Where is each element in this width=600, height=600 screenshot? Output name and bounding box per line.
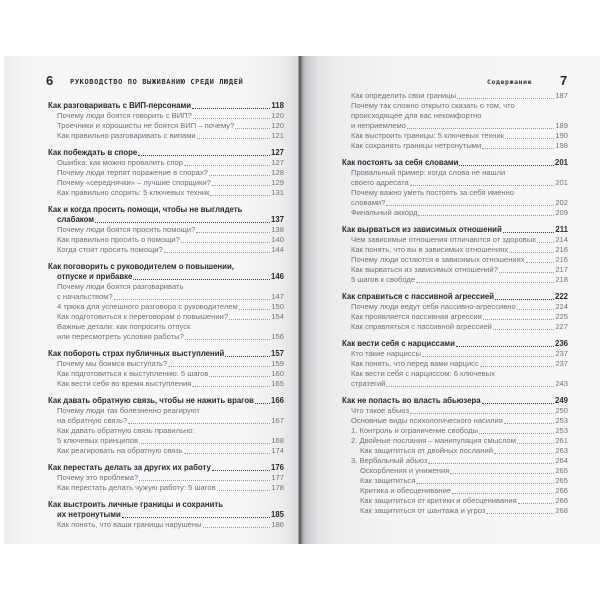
dot-leader	[503, 232, 555, 233]
toc-chapter-entry	[48, 463, 284, 473]
toc-section-entry	[342, 255, 568, 265]
toc-entry-title: Почему так сложно открыто сказать о том, что	[351, 101, 515, 110]
toc-page-number: 265	[555, 476, 568, 485]
toc-section-entry	[48, 292, 284, 302]
toc-page-number: 225	[555, 312, 568, 321]
toc-entry-title: Финальный аккорд	[351, 208, 418, 217]
toc-chapter-entry	[342, 225, 568, 235]
toc-chapter-entry	[342, 158, 568, 168]
toc-page-number: 217	[555, 265, 568, 274]
toc-chapter-entry	[342, 396, 568, 406]
dot-leader	[114, 299, 271, 300]
toc-entry-title: Почему важно уметь постоять за себя именно	[351, 188, 514, 197]
toc-section-entry	[48, 168, 284, 178]
toc-page-number: 261	[555, 436, 568, 445]
dot-leader	[139, 443, 270, 444]
toc-page-number: 121	[271, 131, 284, 140]
dot-leader	[212, 185, 270, 186]
toc-section-entry	[48, 178, 284, 188]
dot-leader	[217, 490, 271, 491]
toc-section-entry	[342, 406, 568, 416]
toc-page-number: 156	[271, 332, 284, 341]
toc-entry-title: 2. Двойные послания – манипуляция смыслом	[351, 436, 516, 445]
dot-leader	[505, 138, 554, 139]
toc-entry-title: Как понять, что перед вами нарцисс	[351, 359, 479, 368]
toc-page-number: 120	[271, 111, 284, 120]
toc-section-entry	[342, 476, 568, 486]
toc-entry-title: Почему люди ведут себя пассивно-агрессивно	[351, 302, 516, 311]
toc-entry-title: Почему люди терпят поражение в спорах?	[57, 168, 208, 177]
toc-page-number: 227	[555, 322, 568, 331]
toc-section-entry	[342, 456, 568, 466]
dot-leader	[504, 423, 554, 424]
dot-leader	[139, 480, 270, 481]
toc-page-number: 209	[555, 208, 568, 217]
toc-chapter-entry	[48, 510, 284, 520]
toc-entry-title: своего адресата	[351, 178, 409, 187]
toc-section-entry	[342, 121, 568, 131]
dot-leader	[193, 118, 270, 119]
dot-leader	[509, 252, 554, 253]
toc-section-entry	[342, 245, 568, 255]
dot-leader	[197, 138, 271, 139]
toc-entry-title: Чем зависимые отношения отличаются от здоровых	[351, 235, 537, 244]
dot-leader	[495, 299, 554, 300]
toc-page-number: 159	[271, 359, 284, 368]
toc-entry-title: Как понять, что ваши границы нарушены	[57, 520, 202, 529]
toc-entry-title: Как сохранять границы нетронутыми	[351, 141, 482, 150]
toc-entry-title: Как поговорить с руководителем о повышении,	[48, 262, 234, 271]
toc-section-entry	[48, 188, 284, 198]
toc-section-entry	[48, 312, 284, 322]
toc-page-number: 140	[271, 235, 284, 244]
toc-entry-title: Оскорбления и унижения	[360, 466, 450, 475]
toc-section-entry	[48, 436, 284, 446]
toc-section-entry	[342, 131, 568, 141]
dot-leader	[235, 128, 270, 129]
dot-leader	[185, 339, 270, 340]
toc-section-entry	[48, 158, 284, 168]
toc-section-entry	[342, 312, 568, 322]
toc-section-entry	[342, 198, 568, 208]
toc-section-entry	[342, 349, 568, 359]
toc-chapter-entry	[48, 148, 284, 158]
toc-section-entry	[342, 178, 568, 188]
toc-entry-title: отпуске и прибавке	[57, 272, 133, 281]
toc-section-entry	[342, 265, 568, 275]
toc-section-entry	[342, 466, 568, 476]
dot-leader	[517, 309, 555, 310]
toc-entry-title: Как справляться с пассивной агрессией	[351, 322, 492, 331]
toc-entry-title: их нетронутыми	[57, 510, 121, 519]
dot-leader	[181, 242, 271, 243]
toc-entry-title: Как давать обратную связь правильно:	[57, 426, 195, 435]
dot-leader	[483, 319, 555, 320]
toc-section-entry	[342, 208, 568, 218]
page-number-left: 6	[46, 73, 54, 88]
toc-page-number: 237	[555, 359, 568, 368]
toc-page-number: 138	[271, 225, 284, 234]
toc-entry-title: Как справиться с пассивной агрессией	[342, 292, 495, 301]
dot-leader	[95, 222, 270, 223]
toc-section-entry	[48, 225, 284, 235]
toc-page-number: 243	[555, 379, 568, 388]
toc-entry-line	[342, 101, 568, 111]
table-of-contents-left	[48, 101, 284, 530]
dot-leader	[184, 453, 271, 454]
toc-page-number: 127	[271, 158, 284, 167]
toc-entry-title: Как реагировать на обратную связь	[57, 446, 183, 455]
toc-entry-title: Как подготовиться к выступлению: 5 шагов	[57, 369, 209, 378]
toc-entry-title: Почему люди боятся разговаривать	[57, 282, 184, 291]
toc-chapter-entry	[48, 215, 284, 225]
toc-entry-title: Почему «середнячки» – лучшие спорщики?	[57, 178, 211, 187]
dot-leader	[450, 473, 554, 474]
toc-section-entry	[48, 245, 284, 255]
toc-entry-title: на обратную связь?	[57, 416, 128, 425]
toc-section-entry	[342, 486, 568, 496]
toc-page-number: 189	[555, 121, 568, 130]
dot-leader	[537, 242, 554, 243]
dot-leader	[526, 262, 555, 263]
dot-leader	[416, 282, 554, 283]
dot-leader	[225, 356, 270, 357]
book-gutter	[298, 56, 302, 544]
toc-page-number: 190	[555, 131, 568, 140]
table-of-contents-right	[342, 91, 568, 516]
toc-page-number: 144	[271, 245, 284, 254]
dot-leader	[212, 470, 270, 471]
dot-leader	[410, 413, 554, 414]
dot-leader	[456, 346, 554, 347]
toc-entry-line	[48, 282, 284, 292]
toc-section-entry	[342, 322, 568, 332]
dot-leader	[452, 493, 554, 494]
toc-page-number: 118	[271, 101, 284, 110]
toc-section-entry	[48, 473, 284, 483]
toc-section-entry	[48, 369, 284, 379]
dot-leader	[255, 403, 270, 404]
toc-entry-title: Что такое абьюз	[351, 406, 410, 415]
toc-page-number: 150	[271, 302, 284, 311]
toc-page-number: 168	[271, 436, 284, 445]
toc-page-number: 120	[271, 121, 284, 130]
dot-leader	[422, 356, 554, 357]
toc-chapter-entry	[48, 272, 284, 282]
toc-entry-title: 4 трюка для успешного разговора с руководителем	[57, 302, 238, 311]
toc-page-number: 224	[555, 302, 568, 311]
dot-leader	[138, 155, 270, 156]
toc-page-number: 178	[271, 483, 284, 492]
toc-page-number: 268	[555, 506, 568, 515]
toc-section-entry	[342, 496, 568, 506]
toc-page-number: 202	[555, 198, 568, 207]
toc-page-number: 166	[270, 396, 284, 405]
toc-entry-title: Как подготовиться к переговорам о повышении?	[57, 312, 229, 321]
toc-entry-title: Важные детали: как попросить отпуск	[57, 322, 191, 331]
toc-entry-title: Как перестать делать за других их работу	[48, 463, 211, 472]
toc-entry-title: Как вырваться из зависимых отношений	[342, 225, 502, 234]
toc-section-entry	[342, 275, 568, 285]
toc-entry-title: Как постоять за себя словами	[342, 158, 459, 167]
toc-page-number: 186	[271, 520, 284, 529]
toc-entry-title: Как вести себя с нарциссами	[342, 339, 455, 348]
toc-entry-title: и неприемлемо	[351, 121, 406, 130]
toc-section-entry	[342, 379, 568, 389]
dot-leader	[407, 128, 554, 129]
toc-entry-line	[48, 500, 284, 510]
toc-section-entry	[342, 302, 568, 312]
toc-page-number: 222	[554, 292, 568, 301]
toc-page-number: 216	[555, 245, 568, 254]
toc-page-number: 218	[555, 275, 568, 284]
dot-leader	[192, 386, 270, 387]
toc-section-entry	[48, 332, 284, 342]
dot-leader	[482, 403, 554, 404]
toc-section-entry	[342, 446, 568, 456]
dot-leader	[482, 148, 554, 149]
toc-entry-title: Как правильно разговаривать с випами	[57, 131, 196, 140]
toc-entry-line	[342, 369, 568, 379]
dot-leader	[459, 165, 554, 166]
toc-entry-line	[342, 188, 568, 198]
toc-chapter-entry	[48, 101, 284, 111]
toc-entry-title: словами?	[351, 198, 386, 207]
toc-page-number: 216	[555, 255, 568, 264]
toc-page-number: 250	[555, 406, 568, 415]
toc-page-number: 177	[271, 473, 284, 482]
toc-entry-title: Как перестать делать чужую работу: 5 шагов	[57, 483, 216, 492]
dot-leader	[416, 483, 554, 484]
toc-page-number: 157	[270, 349, 284, 358]
toc-page-number: 146	[270, 272, 284, 281]
toc-section-entry	[342, 436, 568, 446]
dot-leader	[494, 453, 554, 454]
toc-page-number: 249	[554, 396, 568, 405]
toc-entry-title: Как побеждать в споре	[48, 148, 138, 157]
toc-page-number: 237	[555, 349, 568, 358]
dot-leader	[418, 215, 554, 216]
toc-page-number: 266	[555, 496, 568, 505]
toc-entry-title: Почему люди боятся просить помощи?	[57, 225, 196, 234]
toc-chapter-entry	[48, 396, 284, 406]
toc-section-entry	[342, 141, 568, 151]
toc-entry-title: Как побороть страх публичных выступлений	[48, 349, 225, 358]
page-number-right: 7	[560, 73, 568, 88]
toc-entry-title: Когда стоит просить помощи?	[57, 245, 163, 254]
toc-entry-title: Как защититься от критики и обесценивания	[360, 496, 517, 505]
toc-entry-title: Кто такие нарциссы	[351, 349, 421, 358]
toc-entry-title: стратегий	[351, 379, 386, 388]
toc-entry-title: Как вести себя во время выступления	[57, 379, 192, 388]
toc-entry-line	[342, 111, 568, 121]
toc-page-number: 129	[271, 178, 284, 187]
toc-section-entry	[48, 235, 284, 245]
dot-leader	[192, 108, 270, 109]
toc-entry-title: 5 ключевых принципов	[57, 436, 139, 445]
toc-entry-title: Ошибка: как можно провалить спор	[57, 158, 183, 167]
dot-leader	[493, 329, 554, 330]
toc-page-number: 253	[555, 426, 568, 435]
toc-entry-title: Как и когда просить помощи, чтобы не выглядеть	[48, 205, 243, 214]
toc-entry-title: Как разговаривать с ВИП-персонами	[48, 101, 192, 110]
toc-page-number: 174	[271, 446, 284, 455]
toc-section-entry	[342, 91, 568, 101]
toc-entry-title: Как не попасть во власть абьюзера	[342, 396, 481, 405]
dot-leader	[196, 232, 270, 233]
running-head-right: Содержание	[487, 78, 533, 86]
toc-chapter-entry	[342, 292, 568, 302]
toc-page-number: 127	[270, 148, 284, 157]
dot-leader	[210, 195, 270, 196]
toc-entry-title: с начальством?	[57, 292, 113, 301]
dot-leader	[518, 503, 555, 504]
toc-entry-title: Троечники и хорошисты не боятся ВИП – почему?	[57, 121, 235, 130]
toc-page-number: 187	[555, 91, 568, 100]
toc-entry-title: или пересмотреть условия работы?	[57, 332, 184, 341]
toc-page-number: 176	[270, 463, 284, 472]
toc-entry-title: Почему люди боятся говорить с ВИП?	[57, 111, 192, 120]
toc-entry-title: Почему это проблема?	[57, 473, 139, 482]
toc-entry-title: Как давать обратную связь, чтобы не нажить врагов	[48, 396, 254, 405]
toc-page-number: 263	[555, 446, 568, 455]
dot-leader	[517, 443, 554, 444]
toc-entry-title: Почему люди так болезненно реагируют	[57, 406, 200, 415]
toc-entry-title: Как защититься от двойных посланий	[360, 446, 493, 455]
toc-section-entry	[48, 416, 284, 426]
dot-leader	[410, 185, 555, 186]
toc-entry-title: 1. Контроль и ограничение свободы	[351, 426, 478, 435]
toc-entry-title: Критика и обесценивание	[360, 486, 452, 495]
toc-section-entry	[48, 359, 284, 369]
toc-entry-title: Как определить свои границы	[351, 91, 457, 100]
toc-section-entry	[48, 520, 284, 530]
toc-entry-title: Как вырваться из зависимых отношений?	[351, 265, 498, 274]
dot-leader	[386, 205, 554, 206]
toc-entry-title: Как выстроить личные границы и сохранить	[48, 500, 223, 509]
dot-leader	[480, 366, 555, 367]
toc-entry-title: происходящее для вас некомфортно	[351, 111, 482, 120]
toc-entry-line	[48, 426, 284, 436]
toc-entry-title: Почему люди остаются в зависимых отношениях	[351, 255, 525, 264]
toc-page-number: 165	[271, 379, 284, 388]
toc-chapter-entry	[48, 349, 284, 359]
dot-leader	[122, 517, 270, 518]
toc-page-number: 201	[554, 158, 568, 167]
dot-leader	[203, 527, 271, 528]
toc-page-number: 131	[271, 188, 284, 197]
toc-entry-title: Основные виды психологического насилия	[351, 416, 503, 425]
left-page	[4, 56, 300, 544]
toc-entry-title: Как понять, что вы в зависимых отношениях	[351, 245, 509, 254]
dot-leader	[499, 272, 554, 273]
toc-section-entry	[48, 131, 284, 141]
toc-page-number: 201	[555, 178, 568, 187]
toc-entry-line	[48, 262, 284, 272]
toc-section-entry	[48, 483, 284, 493]
running-head-left: РУКОВОДСТВО ПО ВЫЖИВАНИЮ СРЕДИ ЛЮДЕЙ	[70, 78, 244, 86]
toc-entry-title: Как защититься от шантажа и угроз	[360, 506, 486, 515]
toc-page-number: 253	[555, 416, 568, 425]
toc-entry-title: Как проявляется пассивная агрессия	[351, 312, 482, 321]
toc-page-number: 211	[555, 225, 568, 234]
toc-page-number: 147	[271, 292, 284, 301]
toc-page-number: 198	[555, 141, 568, 150]
toc-section-entry	[342, 426, 568, 436]
toc-entry-title: слабаком	[57, 215, 95, 224]
toc-page-number: 154	[271, 312, 284, 321]
dot-leader	[479, 433, 554, 434]
toc-page-number: 264	[555, 456, 568, 465]
toc-entry-title: Как правильно спорить: 5 ключевых техник	[57, 188, 210, 197]
dot-leader	[168, 366, 270, 367]
dot-leader	[209, 376, 270, 377]
toc-page-number: 214	[555, 235, 568, 244]
dot-leader	[209, 175, 270, 176]
toc-section-entry	[48, 302, 284, 312]
toc-entry-title: Провальный пример: когда слова не нашли	[351, 168, 506, 177]
toc-page-number: 167	[271, 416, 284, 425]
toc-section-entry	[48, 111, 284, 121]
toc-entry-line	[48, 406, 284, 416]
dot-leader	[486, 513, 554, 514]
toc-page-number: 128	[271, 168, 284, 177]
toc-section-entry	[48, 121, 284, 131]
toc-entry-title: Почему мы боимся выступать?	[57, 359, 168, 368]
toc-page-number: 265	[555, 466, 568, 475]
dot-leader	[184, 165, 270, 166]
dot-leader	[239, 309, 271, 310]
toc-page-number: 160	[271, 369, 284, 378]
toc-entry-title: Как правильно просить о помощи?	[57, 235, 180, 244]
toc-section-entry	[48, 379, 284, 389]
toc-entry-line	[342, 168, 568, 178]
toc-entry-line	[48, 205, 284, 215]
toc-section-entry	[342, 235, 568, 245]
dot-leader	[386, 386, 554, 387]
dot-leader	[457, 98, 554, 99]
dot-leader	[229, 319, 270, 320]
toc-section-entry	[342, 416, 568, 426]
dot-leader	[164, 252, 271, 253]
toc-entry-title: 5 шагов к свободе	[351, 275, 416, 284]
toc-entry-title: Как защититься	[360, 476, 416, 485]
toc-entry-title: 3. Вербальный абьюз	[351, 456, 428, 465]
toc-page-number: 137	[270, 215, 284, 224]
toc-entry-title: Как выстроить границы: 5 ключевых техник	[351, 131, 505, 140]
toc-section-entry	[342, 506, 568, 516]
toc-page-number: 185	[270, 510, 284, 519]
right-page	[300, 56, 600, 544]
toc-page-number: 266	[555, 486, 568, 495]
dot-leader	[428, 463, 554, 464]
toc-entry-title: Как вести себя с нарциссом: 6 ключевых	[351, 369, 495, 378]
dot-leader	[128, 423, 270, 424]
toc-chapter-entry	[342, 339, 568, 349]
toc-entry-line	[48, 322, 284, 332]
toc-section-entry	[48, 446, 284, 456]
toc-section-entry	[342, 359, 568, 369]
book-spread	[4, 56, 600, 544]
dot-leader	[133, 279, 270, 280]
toc-page-number: 236	[554, 339, 568, 348]
